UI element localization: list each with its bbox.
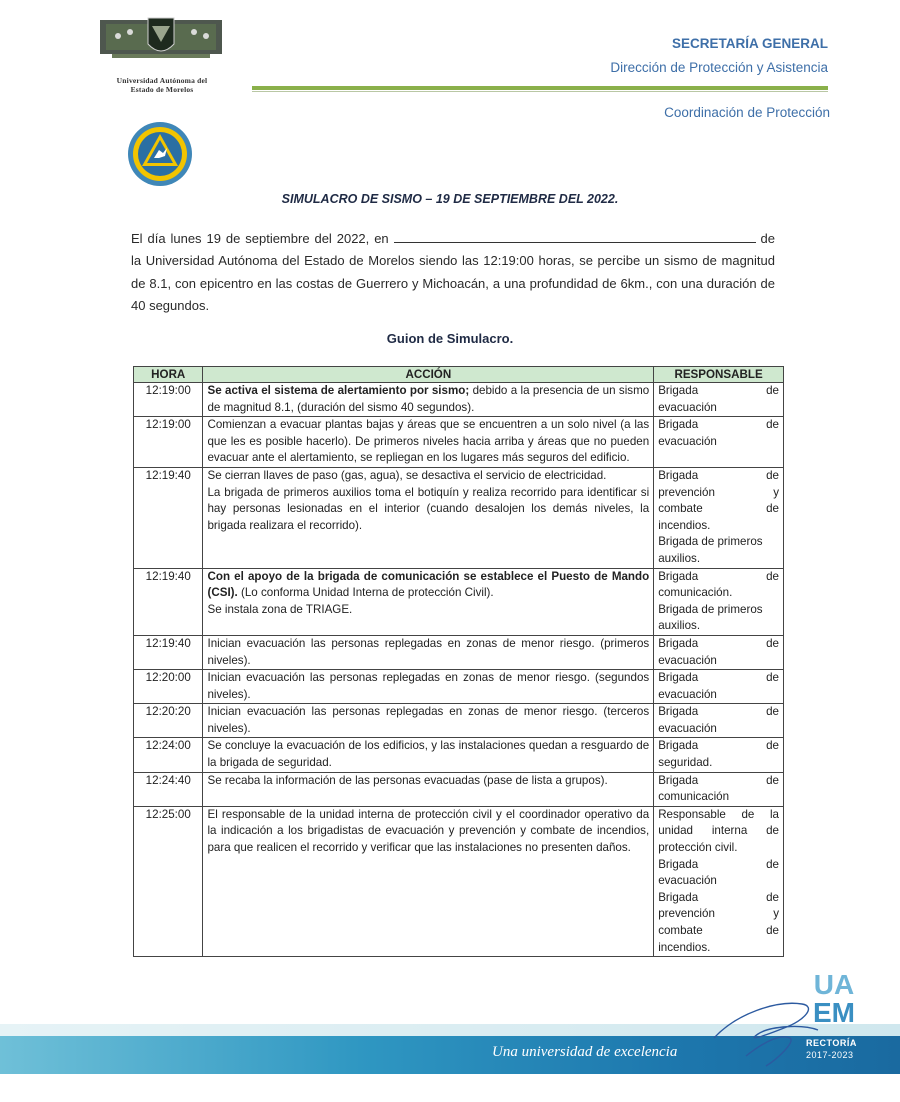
uaem-logo-top: UA <box>813 969 855 1000</box>
accion-regular-text: El responsable de la unidad interna de protección civil y el coordinador operativo da la indicación a los brigadistas de evacuación y prevención y combate de incendios, para que realicen el recorrido y verificar que las instalaciones no presenten daños. <box>207 807 650 855</box>
responsable-line: evacuación <box>658 400 717 414</box>
intro-rest: de la Universidad Autónoma del Estado de Morelos siendo las 12:19:00 horas, se percibe un sismo de magnitud de 8.1, con epicentro en las costas de Guerrero y Michoacán, a una profundidad de 6km., con una duración de 40 segundos. <box>131 231 776 313</box>
responsable-line: evacuación <box>658 653 717 667</box>
university-name-line2: Estado de Morelos <box>130 85 194 94</box>
responsable-line: Brigada de primeros <box>658 602 763 616</box>
hora-cell: 12:19:00 <box>134 383 203 417</box>
accion-text <box>207 383 649 416</box>
hora-cell: 12:20:20 <box>134 704 203 738</box>
accion-cell <box>203 704 654 738</box>
responsable-line: protección civil. <box>658 841 738 855</box>
table-row <box>134 383 784 417</box>
responsable-line: combate de <box>658 502 779 516</box>
hora-cell: 12:20:00 <box>134 670 203 704</box>
responsable-cell <box>654 635 784 669</box>
footer-rectoria: RECTORÍA <box>806 1038 857 1048</box>
responsable-cell <box>654 417 784 468</box>
responsable-line: auxilios. <box>658 619 701 633</box>
accion-bold-text: Se activa el sistema de alertamiento por sismo; <box>207 384 470 397</box>
responsable-line: Brigada de <box>658 857 779 871</box>
responsable-line: Responsable de la <box>658 807 779 821</box>
accion-text <box>207 807 649 857</box>
responsable-line: Brigada de <box>658 773 779 787</box>
accion-text <box>207 773 649 790</box>
responsable-cell <box>654 670 784 704</box>
accion-cell <box>203 635 654 669</box>
responsable-line: Brigada de <box>658 739 779 753</box>
hora-cell: 12:25:00 <box>134 806 203 956</box>
table-row <box>134 704 784 738</box>
document-title: SIMULACRO DE SISMO – 19 DE SEPTIEMBRE DEL 2022. <box>281 192 619 206</box>
accion-text-secondary: La brigada de primeros auxilios toma el botiquín y realiza recorrido para identificar si hay personas lesionadas en el interior (cuando desalojen los demás niveles, la brigada realizara el recorrido). <box>207 485 650 532</box>
section-title: Guion de Simulacro. <box>386 331 514 346</box>
table-body <box>134 383 784 957</box>
column-header-responsable: RESPONSABLE <box>654 367 784 383</box>
secretaria-heading: SECRETARÍA GENERAL <box>671 36 828 51</box>
coordinacion-heading: Coordinación de Protección <box>664 105 830 120</box>
university-name <box>92 76 232 94</box>
hora-cell: 12:24:40 <box>134 772 203 806</box>
accion-text <box>207 569 649 602</box>
responsable-line: Brigada de <box>658 890 779 904</box>
university-crest-logo <box>98 14 224 74</box>
proteccion-civil-logo <box>126 120 194 188</box>
responsable-line: seguridad. <box>658 756 713 770</box>
header-rule-thin <box>252 91 828 92</box>
responsable-cell <box>654 704 784 738</box>
responsable-cell <box>654 383 784 417</box>
responsable-line: auxilios. <box>658 551 701 565</box>
handwritten-signature <box>706 994 826 1070</box>
accion-cell <box>203 806 654 956</box>
responsable-cell <box>654 738 784 772</box>
table-row <box>134 738 784 772</box>
accion-regular-text: Inician evacuación las personas replegadas en zonas de menor riesgo. (primeros niveles). <box>207 636 650 667</box>
simulacro-schedule-table <box>133 366 784 957</box>
column-header-hora: HORA <box>134 367 203 383</box>
table-row <box>134 568 784 635</box>
responsable-line: Brigada de <box>658 418 779 432</box>
intro-start: El día lunes 19 de septiembre del 2022, en <box>131 231 389 246</box>
table-row <box>134 772 784 806</box>
responsable-line: Brigada de <box>658 468 779 482</box>
uaem-logo-bottom: EM <box>813 997 855 1026</box>
accion-regular-text: Se recaba la información de las personas evacuadas (pase de lista a grupos). <box>207 773 608 787</box>
footer-period: 2017-2023 <box>806 1050 854 1060</box>
location-blank-line <box>394 230 756 243</box>
responsable-line: prevención y <box>658 485 779 499</box>
accion-bold-text: Con el apoyo de la brigada de comunicación se establece el Puesto de Mando (CSI). <box>207 569 650 600</box>
responsable-line: Brigada de <box>658 636 779 650</box>
responsable-line: evacuación <box>658 687 717 701</box>
accion-cell <box>203 738 654 772</box>
responsable-line: evacuación <box>658 721 717 735</box>
responsable-line: evacuación <box>658 874 717 888</box>
table-row <box>134 670 784 704</box>
accion-text <box>207 738 649 771</box>
university-name-line1: Universidad Autónoma del <box>116 76 208 85</box>
accion-cell <box>203 772 654 806</box>
responsable-line: prevención y <box>658 907 779 921</box>
responsable-line: Brigada de <box>658 569 779 583</box>
accion-regular-text: (Lo conforma Unidad Interna de protección Civil). <box>237 586 494 600</box>
hora-cell: 12:19:40 <box>134 568 203 635</box>
table-row <box>134 635 784 669</box>
accion-regular-text: Comienzan a evacuar plantas bajas y áreas que se encuentren a un solo nivel (a las que les es posible hacerlo). De primeros niveles hacia arriba y áreas que no pueden evacuar ante el alertamiento, se repliegan en los lugares más seguros del edificio. <box>207 418 650 465</box>
footer-motto: Una universidad de excelencia <box>492 1044 678 1060</box>
responsable-cell <box>654 806 784 956</box>
responsable-line: incendios. <box>658 518 711 532</box>
responsable-cell <box>654 467 784 568</box>
responsable-line: combate de <box>658 924 779 937</box>
table-row <box>134 417 784 468</box>
accion-cell <box>203 467 654 568</box>
hora-cell: 12:19:40 <box>134 635 203 669</box>
hora-cell: 12:19:00 <box>134 417 203 468</box>
accion-text <box>207 670 649 703</box>
accion-cell <box>203 568 654 635</box>
responsable-line: Brigada de <box>658 705 779 719</box>
responsable-line: Brigada de <box>658 671 779 685</box>
direccion-heading: Dirección de Protección y Asistencia <box>610 60 828 75</box>
accion-cell <box>203 417 654 468</box>
accion-text-secondary: Se instala zona de TRIAGE. <box>207 602 353 616</box>
accion-regular-text: Inician evacuación las personas replegadas en zonas de menor riesgo. (terceros niveles). <box>207 705 650 735</box>
responsable-cell <box>654 568 784 635</box>
hora-cell: 12:24:00 <box>134 738 203 772</box>
accion-cell <box>203 670 654 704</box>
accion-cell <box>203 383 654 417</box>
accion-regular-text: Se cierran llaves de paso (gas, agua), se desactiva el servicio de electricidad. <box>207 468 607 482</box>
header-rule <box>252 86 828 90</box>
responsable-line: Brigada de <box>658 384 779 397</box>
accion-regular-text: Se concluye la evacuación de los edificios, y las instalaciones quedan a resguardo de la brigada de seguridad. <box>207 739 650 770</box>
accion-regular-text: debido a la presencia de un sismo de magnitud 8.1, (duración del sismo 40 segundos). <box>207 384 650 414</box>
column-header-accion: ACCIÓN <box>203 367 654 383</box>
responsable-line: Brigada de primeros <box>658 535 763 549</box>
responsable-cell <box>654 772 784 806</box>
hora-cell: 12:19:40 <box>134 467 203 568</box>
responsable-line: comunicación. <box>658 586 733 600</box>
accion-text <box>207 636 649 669</box>
accion-regular-text: Inician evacuación las personas replegadas en zonas de menor riesgo. (segundos niveles). <box>207 671 650 701</box>
responsable-line: unidad interna de <box>658 824 779 838</box>
responsable-line: evacuación <box>658 434 717 448</box>
table-header-row <box>134 367 784 383</box>
responsable-line: comunicación <box>658 790 730 804</box>
accion-text <box>207 468 649 485</box>
accion-text <box>207 417 649 467</box>
table-row <box>134 467 784 568</box>
intro-paragraph <box>131 228 775 317</box>
table-row <box>134 806 784 956</box>
responsable-line: incendios. <box>658 940 711 954</box>
accion-text <box>207 704 649 737</box>
